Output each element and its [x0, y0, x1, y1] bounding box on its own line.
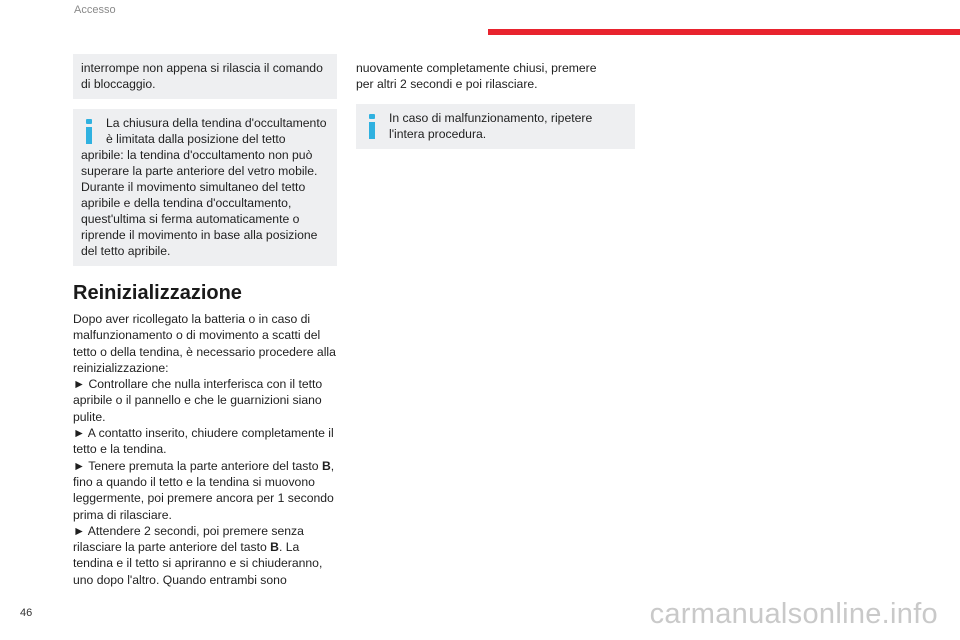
info-icon [369, 114, 375, 139]
info-note-line1: La chiusura della tendina d'occultamento [106, 116, 327, 130]
continuation-text: interrompe non appena si rilascia il comando di bloccaggio. [81, 61, 323, 91]
info-note-line2: è limitata dalla posizione del tetto [106, 132, 286, 146]
key-label: B [270, 540, 279, 555]
info-note-box [73, 109, 337, 266]
step-1: ► Controllare che nulla interferisca con il tetto apribile o il pannello e che le guarnizioni siano pulite. [73, 377, 323, 424]
info-note-box [356, 104, 635, 149]
section-body [73, 311, 337, 588]
watermark: carmanualsonline.info [649, 598, 938, 630]
intro-paragraph: Dopo aver ricollegato la batteria o in caso di malfunzionamento o di movimento a scatti del tetto o della tendina, è necessario procedere alla reinizializzazione: [73, 312, 336, 375]
page-number: 46 [20, 607, 33, 619]
step-3: ► Tenere premuta la parte anteriore del tasto B, fino a quando il tetto e la tendina si muovono leggermente, poi premere ancora per 1 secondo prima di rilasciare. [73, 458, 335, 522]
section-header-title: Accesso [74, 4, 116, 16]
info-note-line1: In caso di malfunzionamento, ripetere [389, 111, 593, 125]
key-label: B [321, 458, 331, 473]
step-4: ► Attendere 2 secondi, poi premere senza rilasciare la parte anteriore del tasto B. La tendina e il tetto si apriranno e si chiuderanno, uno dopo l'altro. Quando entrambi sono [73, 523, 323, 587]
section-header-bar [488, 29, 960, 35]
continuation-text: nuovamente completamente chiusi, premere per altri 2 secondi e poi rilasciare. [356, 61, 597, 91]
info-note-line2: l'intera procedura. [389, 127, 487, 141]
left-column [73, 54, 337, 588]
continuation-box [73, 54, 337, 99]
info-note-rest: apribile: la tendina d'occultamento non può superare la parte anteriore del vetro mobile. Durante il movimento simultaneo del tetto apribile e della tendina d'occultamento, quest'ultima si ferma automaticamente o riprende il movimento in base alla posizione del tetto apribile. [81, 148, 318, 258]
right-column [356, 54, 620, 149]
section-title: Reinizializzazione [73, 282, 242, 304]
info-icon [86, 119, 92, 144]
step-2: ► A contatto inserito, chiudere completamente il tetto e la tendina. [73, 426, 334, 457]
